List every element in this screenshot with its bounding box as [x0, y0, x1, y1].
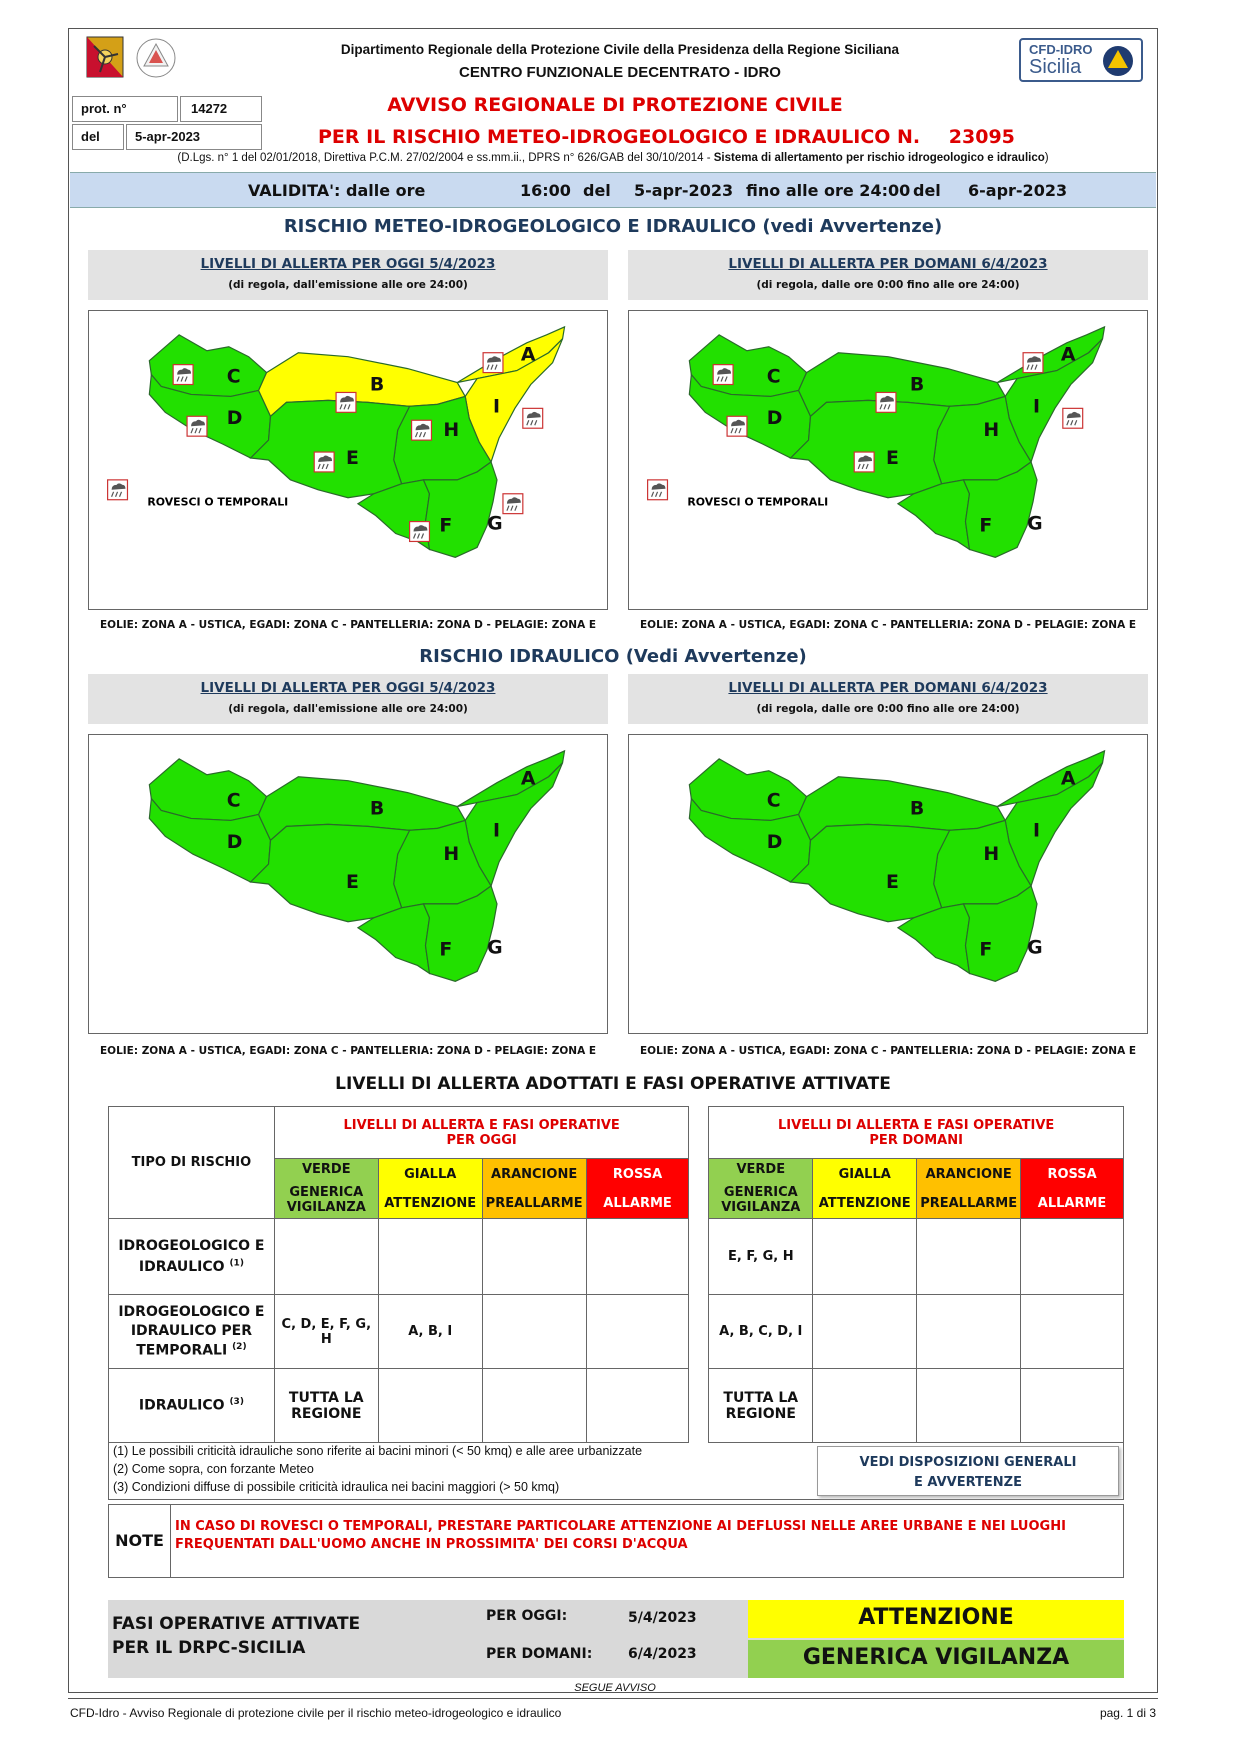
zone-label-d: D [226, 407, 243, 430]
meteo-oggi-title: LIVELLI DI ALLERTA PER OGGI 5/4/2023 [200, 256, 496, 272]
sicily-map [89, 735, 607, 1033]
vedi-line1: VEDI DISPOSIZIONI GENERALI [859, 1455, 1077, 1470]
per-domani-label: PER DOMANI: [486, 1646, 593, 1662]
idro-oggi-title: LIVELLI DI ALLERTA PER OGGI 5/4/2023 [200, 680, 496, 696]
table-cell [482, 1295, 586, 1369]
rain-storm-icon [523, 408, 543, 428]
per-oggi-label: PER OGGI: [486, 1608, 568, 1624]
meteo-domani-title: LIVELLI DI ALLERTA PER DOMANI 6/4/2023 [728, 256, 1048, 272]
zone-label-f: F [439, 938, 453, 961]
table-cell: TUTTA LA REGIONE [274, 1369, 378, 1443]
row1-label2: IDRAULICO [138, 1258, 225, 1275]
map-idro-oggi [88, 734, 608, 1034]
zone-label-c: C [766, 789, 781, 812]
verde-3: VIGILANZA [286, 1200, 366, 1215]
zone-label-e: E [886, 446, 899, 469]
zone-label-h: H [983, 419, 1000, 442]
eolie-note-3: EOLIE: ZONA A - USTICA, EGADI: ZONA C - PANTELLERIA: ZONA D - PELAGIE: ZONA E [99, 1045, 597, 1057]
table-cell [1021, 1369, 1124, 1443]
table-cell [1021, 1219, 1124, 1295]
footnote-3: (3) Condizioni diffuse di possibile criticità idraulica nei bacini maggiori (> 50 kmq) [113, 1480, 560, 1494]
zone-label-d: D [766, 407, 783, 430]
table-cell: A, B, I [378, 1295, 482, 1369]
livelli-title: LIVELLI DI ALLERTA ADOTTATI E FASI OPERATIVE ATTIVATE [335, 1074, 891, 1094]
rain-storm-icon [713, 365, 733, 385]
arancio-1: ARANCIONE [491, 1166, 578, 1182]
avviso-title-1: AVVISO REGIONALE DI PROTEZIONE CIVILE [387, 94, 843, 116]
rain-storm-icon [1023, 353, 1043, 373]
zone-label-e: E [346, 870, 359, 893]
fasi-label-2: PER IL DRPC-SICILIA [112, 1638, 306, 1658]
zone-label-a: A [520, 767, 536, 790]
rain-storm-icon [727, 416, 747, 436]
fasi-label-1: FASI OPERATIVE ATTIVATE [112, 1614, 361, 1634]
oggi-header [274, 1107, 689, 1159]
row-temporali-label [109, 1295, 275, 1369]
zone-label-i: I [493, 819, 501, 842]
zone-label-g: G [487, 936, 503, 959]
zone-c [689, 759, 806, 821]
table-cell: A, B, C, D, I [709, 1295, 813, 1369]
arancio-1: ARANCIONE [925, 1166, 1012, 1182]
table-cell [482, 1369, 586, 1443]
col-arancio-domani [917, 1159, 1021, 1219]
zone-label-a: A [1060, 343, 1076, 366]
table-cell [274, 1219, 378, 1295]
note-text-1: IN CASO DI ROVESCI O TEMPORALI, PRESTARE PARTICOLARE ATTENZIONE AI DEFLUSSI NELLE AREE URBANE E NEI LUOGHI [175, 1519, 1066, 1534]
table-cell [482, 1219, 586, 1295]
map-idro-domani [628, 734, 1148, 1034]
zone-e [791, 824, 950, 921]
zone-label-e: E [346, 446, 359, 469]
sicily-map [629, 311, 1147, 609]
norme-text: (D.Lgs. n° 1 del 02/01/2018, Direttiva P.C.M. 27/02/2004 e ss.mm.ii., DPRS n° 626/GAB del 30/10/2014 - [177, 152, 714, 164]
legend-storm-label: ROVESCI O TEMPORALI [147, 495, 289, 509]
zone-label-a: A [520, 343, 536, 366]
table-cell [917, 1369, 1021, 1443]
zone-label-g: G [487, 512, 503, 535]
note-text-2: FREQUENTATI DALL'UOMO ANCHE IN PROSSIMITA' DEI CORSI D'ACQUA [175, 1537, 688, 1552]
zone-label-f: F [439, 514, 453, 537]
gialla-1: GIALLA [838, 1166, 891, 1182]
zone-label-c: C [226, 365, 241, 388]
rain-storm-icon [648, 480, 668, 500]
zone-label-g: G [1027, 936, 1043, 959]
meteo-oggi-sub: (di regola, dall'emissione alle ore 24:00) [228, 279, 468, 291]
table-cell: C, D, E, F, G, H [274, 1295, 378, 1369]
zone-label-f: F [979, 938, 993, 961]
avviso-title-2-text: PER IL RISCHIO METEO-IDROGEOLOGICO E IDRAULICO N. [318, 126, 921, 148]
zone-label-d: D [226, 831, 243, 854]
idro-domani-title: LIVELLI DI ALLERTA PER DOMANI 6/4/2023 [728, 680, 1048, 696]
footnote-2: (2) Come sopra, con forzante Meteo [113, 1462, 314, 1476]
domani-header-line1: LIVELLI DI ALLERTA E FASI OPERATIVE [778, 1117, 1055, 1133]
table-cell [586, 1369, 689, 1443]
rossa-2: ALLARME [1037, 1195, 1107, 1211]
centro-funzionale: CENTRO FUNZIONALE DECENTRATO - IDRO [459, 64, 781, 81]
per-domani-date: 6/4/2023 [628, 1646, 697, 1662]
rain-storm-icon [173, 365, 193, 385]
domani-header-line2: PER DOMANI [869, 1132, 963, 1148]
arancio-2: PREALLARME [485, 1195, 583, 1211]
cfd-logo-line1: CFD-IDRO [1029, 42, 1093, 57]
validita-del-2: del [913, 181, 941, 200]
verde-1: VERDE [301, 1162, 351, 1177]
zone-c [149, 759, 266, 821]
cfd-idro-logo [1019, 38, 1143, 82]
row1-label1: IDROGEOLOGICO E [118, 1237, 265, 1254]
zone-label-b: B [909, 797, 925, 820]
eolie-note-1: EOLIE: ZONA A - USTICA, EGADI: ZONA C - PANTELLERIA: ZONA D - PELAGIE: ZONA E [99, 619, 597, 631]
avviso-number: 23095 [948, 126, 1015, 148]
zone-label-g: G [1027, 512, 1043, 535]
sicily-map [629, 735, 1147, 1033]
tipo-rischio-header: TIPO DI RISCHIO [109, 1107, 275, 1219]
rossa-2: ALLARME [603, 1195, 672, 1211]
meteo-domani-header [628, 250, 1148, 300]
validita-from-date: 5-apr-2023 [634, 181, 734, 200]
zone-label-c: C [766, 365, 781, 388]
domani-header [709, 1107, 1124, 1159]
verde-2: GENERICA [289, 1185, 364, 1200]
del-date: 5-apr-2023 [126, 124, 262, 150]
table-cell [586, 1219, 689, 1295]
footnote-1: (1) Le possibili criticità idrauliche sono riferite ai bacini minori (< 50 kmq) e alle aree urbanizzate [113, 1444, 643, 1458]
rossa-1: ROSSA [612, 1166, 663, 1182]
table-cell [917, 1219, 1021, 1295]
col-gialla-oggi [378, 1159, 482, 1219]
vedi-line2: E AVVERTENZE [914, 1474, 1022, 1490]
map-meteo-oggi [88, 310, 608, 610]
footer-right: pag. 1 di 3 [1099, 1706, 1156, 1720]
note-box [108, 1504, 1124, 1578]
rossa-1: ROSSA [1047, 1166, 1097, 1182]
legend-storm-label: ROVESCI O TEMPORALI [687, 495, 829, 509]
sicily-coat-of-arms-logo [86, 36, 124, 78]
row2-sup: (2) [232, 1341, 247, 1352]
footer-rule [68, 1698, 1158, 1699]
zone-e [251, 824, 410, 921]
table-cell [813, 1295, 917, 1369]
validita-del-1: del [583, 181, 611, 200]
zone-label-f: F [979, 514, 993, 537]
validita-bar [70, 172, 1156, 208]
eolie-note-4: EOLIE: ZONA A - USTICA, EGADI: ZONA C - PANTELLERIA: ZONA D - PELAGIE: ZONA E [639, 1045, 1137, 1057]
department-name: Dipartimento Regionale della Protezione Civile della Presidenza della Regione Siciliana [340, 42, 900, 57]
zone-label-e: E [886, 870, 899, 893]
verde-3: VIGILANZA [721, 1200, 801, 1215]
protezione-civile-logo [134, 36, 178, 80]
rain-storm-icon [854, 452, 874, 472]
fasi-box [108, 1600, 1124, 1678]
fase-oggi-badge: ATTENZIONE [748, 1600, 1124, 1638]
table-cell: TUTTA LA REGIONE [709, 1369, 813, 1443]
zone-label-b: B [369, 797, 385, 820]
col-arancio-oggi [482, 1159, 586, 1219]
zone-label-i: I [1033, 395, 1041, 418]
segue-avviso: SEGUE AVVISO [574, 1682, 656, 1694]
validita-from-time: 16:00 [520, 181, 571, 200]
table-cell [917, 1295, 1021, 1369]
rain-storm-icon [410, 522, 430, 542]
row2-label3: TEMPORALI [136, 1342, 228, 1359]
row1-sup: (1) [229, 1257, 244, 1268]
per-oggi-date: 5/4/2023 [628, 1610, 697, 1626]
table-cell [586, 1295, 689, 1369]
verde-1: VERDE [736, 1162, 786, 1177]
gialla-1: GIALLA [404, 1166, 457, 1182]
table-cell [378, 1369, 482, 1443]
idro-oggi-sub: (di regola, dall'emissione alle ore 24:00) [228, 703, 468, 715]
col-rossa-oggi [586, 1159, 689, 1219]
arancio-2: PREALLARME [920, 1195, 1018, 1211]
row-idrogeo-label [109, 1219, 275, 1295]
avviso-norme [80, 152, 1146, 164]
norme-bold: Sistema di allertamento per rischio idrogeologico e idraulico [713, 152, 1045, 164]
table-gap [689, 1107, 709, 1443]
zone-label-b: B [369, 373, 385, 396]
vedi-disposizioni-button[interactable] [817, 1446, 1119, 1496]
zone-label-c: C [226, 789, 241, 812]
footer-left: CFD-Idro - Avviso Regionale di protezione civile per il rischio meteo-idrogeologico e idraulico [70, 1706, 562, 1720]
zone-label-i: I [1033, 819, 1041, 842]
section2-title: RISCHIO IDRAULICO (Vedi Avvertenze) [419, 646, 807, 667]
idro-domani-sub: (di regola, dalle ore 0:00 fino alle ore 24:00) [756, 703, 1020, 715]
table-cell [813, 1219, 917, 1295]
gialla-2: ATTENZIONE [818, 1195, 911, 1211]
livelli-table [108, 1106, 1124, 1443]
oggi-header-line1: LIVELLI DI ALLERTA E FASI OPERATIVE [343, 1117, 620, 1133]
zone-e [251, 400, 410, 497]
zone-label-d: D [766, 831, 783, 854]
col-rossa-domani [1021, 1159, 1124, 1219]
zone-c [689, 335, 806, 397]
zone-label-a: A [1060, 767, 1076, 790]
zone-label-h: H [443, 419, 460, 442]
cfd-logo-line2: Sicilia [1029, 56, 1082, 78]
del-label: del [72, 124, 124, 150]
table-cell: E, F, G, H [709, 1219, 813, 1295]
zone-label-b: B [909, 373, 925, 396]
table-cell [378, 1219, 482, 1295]
zone-c [149, 335, 266, 397]
meteo-domani-sub: (di regola, dalle ore 0:00 fino alle ore 24:00) [756, 279, 1020, 291]
zone-label-i: I [493, 395, 501, 418]
sicily-map [89, 311, 607, 609]
prot-number: 14272 [180, 96, 262, 122]
row-idraulico-label [109, 1369, 275, 1443]
col-gialla-domani [813, 1159, 917, 1219]
meteo-oggi-header [88, 250, 608, 300]
idro-oggi-header [88, 674, 608, 724]
zone-label-h: H [443, 843, 460, 866]
table-cell [813, 1369, 917, 1443]
col-verde-oggi [274, 1159, 378, 1219]
row2-label1: IDROGEOLOGICO E [118, 1303, 265, 1320]
rain-storm-icon [336, 392, 356, 412]
validita-to-date: 6-apr-2023 [968, 181, 1068, 200]
map-meteo-domani [628, 310, 1148, 610]
oggi-header-line2: PER OGGI [446, 1132, 517, 1148]
rain-storm-icon [1063, 408, 1083, 428]
rain-storm-icon [314, 452, 334, 472]
col-verde-domani [709, 1159, 813, 1219]
rain-storm-icon [187, 416, 207, 436]
zone-label-h: H [983, 843, 1000, 866]
row3-label1: IDRAULICO [138, 1397, 225, 1414]
section1-title: RISCHIO METEO-IDROGEOLOGICO E IDRAULICO (vedi Avvertenze) [283, 216, 943, 237]
note-label: NOTE [109, 1505, 171, 1577]
row3-sup: (3) [229, 1397, 244, 1408]
eolie-note-2: EOLIE: ZONA A - USTICA, EGADI: ZONA C - PANTELLERIA: ZONA D - PELAGIE: ZONA E [639, 619, 1137, 631]
validita-fino: fino alle ore 24:00 [746, 181, 911, 200]
rain-storm-icon [412, 420, 432, 440]
rain-storm-icon [503, 494, 523, 514]
rain-storm-icon [108, 480, 128, 500]
fase-domani-badge: GENERICA VIGILANZA [748, 1640, 1124, 1678]
footnotes-box [108, 1442, 1124, 1500]
verde-2: GENERICA [723, 1185, 798, 1200]
gialla-2: ATTENZIONE [384, 1195, 477, 1211]
rain-storm-icon [483, 353, 503, 373]
validita-label: VALIDITA': dalle ore [248, 181, 426, 200]
idro-domani-header [628, 674, 1148, 724]
avviso-title-2 [290, 126, 1070, 148]
prot-label: prot. n° [72, 96, 178, 122]
table-cell [1021, 1295, 1124, 1369]
zone-e [791, 400, 950, 497]
rain-storm-icon [876, 392, 896, 412]
row2-label2: IDRAULICO PER [130, 1322, 252, 1339]
norme-end: ) [1044, 152, 1049, 164]
